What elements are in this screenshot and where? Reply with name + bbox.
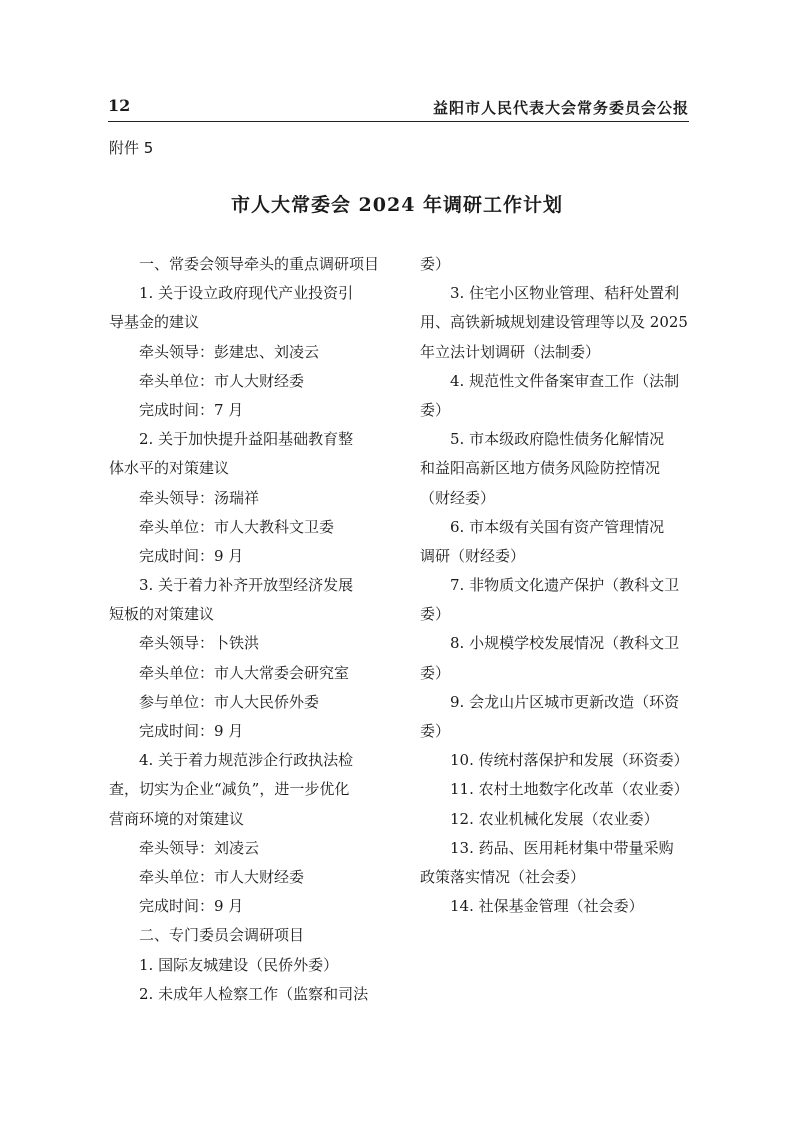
document-title: 市人大常委会 2024 年调研工作计划 <box>230 194 564 216</box>
attachment-label: 附件 5 <box>109 139 154 157</box>
text-line: 1. 国际友城建设（民侨外委） <box>139 955 339 974</box>
header-divider <box>108 121 689 122</box>
left-column <box>109 250 379 1009</box>
page-number: 12 <box>108 96 131 115</box>
text-line: 3. 关于着力补齐开放型经济发展 <box>139 576 354 595</box>
text-line: 牵头领导：卜铁洪 <box>139 634 260 653</box>
text-line: 导基金的建议 <box>109 313 200 332</box>
text-line: 5. 市本级政府隐性债务化解情况 <box>450 430 665 449</box>
text-line: 委） <box>420 400 451 419</box>
text-line: 委） <box>420 605 451 624</box>
text-line: 1. 关于设立政府现代产业投资引 <box>139 284 354 303</box>
text-line: 牵头领导：刘凌云 <box>139 838 260 857</box>
text-line: 和益阳高新区地方债务风险防控情况 <box>420 459 661 478</box>
text-line: 完成时间：9 月 <box>139 546 244 565</box>
text-line: 委） <box>420 255 451 273</box>
text-line: 参与单位：市人大民侨外委 <box>139 692 320 711</box>
text-line: 短板的对策建议 <box>109 605 215 624</box>
text-line: 14. 社保基金管理（社会委） <box>450 897 644 916</box>
text-line: 7. 非物质文化遗产保护（教科文卫 <box>450 576 680 595</box>
page-header <box>108 96 689 118</box>
text-line: 4. 关于着力规范涉企行政执法检 <box>139 751 354 770</box>
text-line: 政策落实情况（社会委） <box>420 867 586 886</box>
text-line: 年立法计划调研（法制委） <box>420 342 601 361</box>
text-line: 完成时间：7 月 <box>139 400 244 419</box>
text-line: 牵头单位：市人大财经委 <box>139 867 305 886</box>
section-heading: 二、专门委员会调研项目 <box>139 926 305 945</box>
text-line: 牵头领导：汤瑞祥 <box>139 488 260 507</box>
journal-title: 益阳市人民代表大会常务委员会公报 <box>432 99 689 117</box>
text-line: 2. 未成年人检察工作（监察和司法 <box>139 984 369 1003</box>
text-line: 12. 农业机械化发展（农业委） <box>450 809 659 828</box>
text-line: 牵头单位：市人大财经委 <box>139 371 305 390</box>
section-heading: 一、常委会领导牵头的重点调研项目 <box>139 255 380 273</box>
text-line: 委） <box>420 663 451 682</box>
text-line: 委） <box>420 722 451 740</box>
right-column <box>420 250 690 921</box>
text-line: 8. 小规模学校发展情况（教科文卫 <box>450 634 680 653</box>
text-line: 4. 规范性文件备案审查工作（法制 <box>450 371 680 390</box>
text-line: 查，切实为企业“减负”，进一步优化 <box>109 780 350 799</box>
text-line: 调研（财经委） <box>420 546 526 565</box>
text-line: 2. 关于加快提升益阳基础教育整 <box>139 430 354 449</box>
text-line: 牵头单位：市人大常委会研究室 <box>139 663 350 682</box>
text-line: 营商环境的对策建议 <box>109 809 245 828</box>
text-line: 11. 农村土地数字化改革（农业委） <box>450 780 689 799</box>
text-line: 牵头领导：彭建忠、刘凌云 <box>139 342 320 361</box>
text-line: 完成时间：9 月 <box>139 722 244 740</box>
text-line: 9. 会龙山片区城市更新改造（环资 <box>450 692 680 711</box>
text-line: 牵头单位：市人大教科文卫委 <box>139 517 335 536</box>
text-line: 13. 药品、医用耗材集中带量采购 <box>450 838 674 857</box>
text-line: 3. 住宅小区物业管理、秸秆处置利 <box>450 284 680 303</box>
text-line: 10. 传统村落保护和发展（环资委） <box>450 751 689 770</box>
text-line: （财经委） <box>420 488 496 507</box>
text-line: 体水平的对策建议 <box>109 459 230 478</box>
text-line: 6. 市本级有关国有资产管理情况 <box>450 517 665 536</box>
text-line: 完成时间：9 月 <box>139 897 244 916</box>
text-line: 用、高铁新城规划建设管理等以及 2025 <box>420 313 688 332</box>
